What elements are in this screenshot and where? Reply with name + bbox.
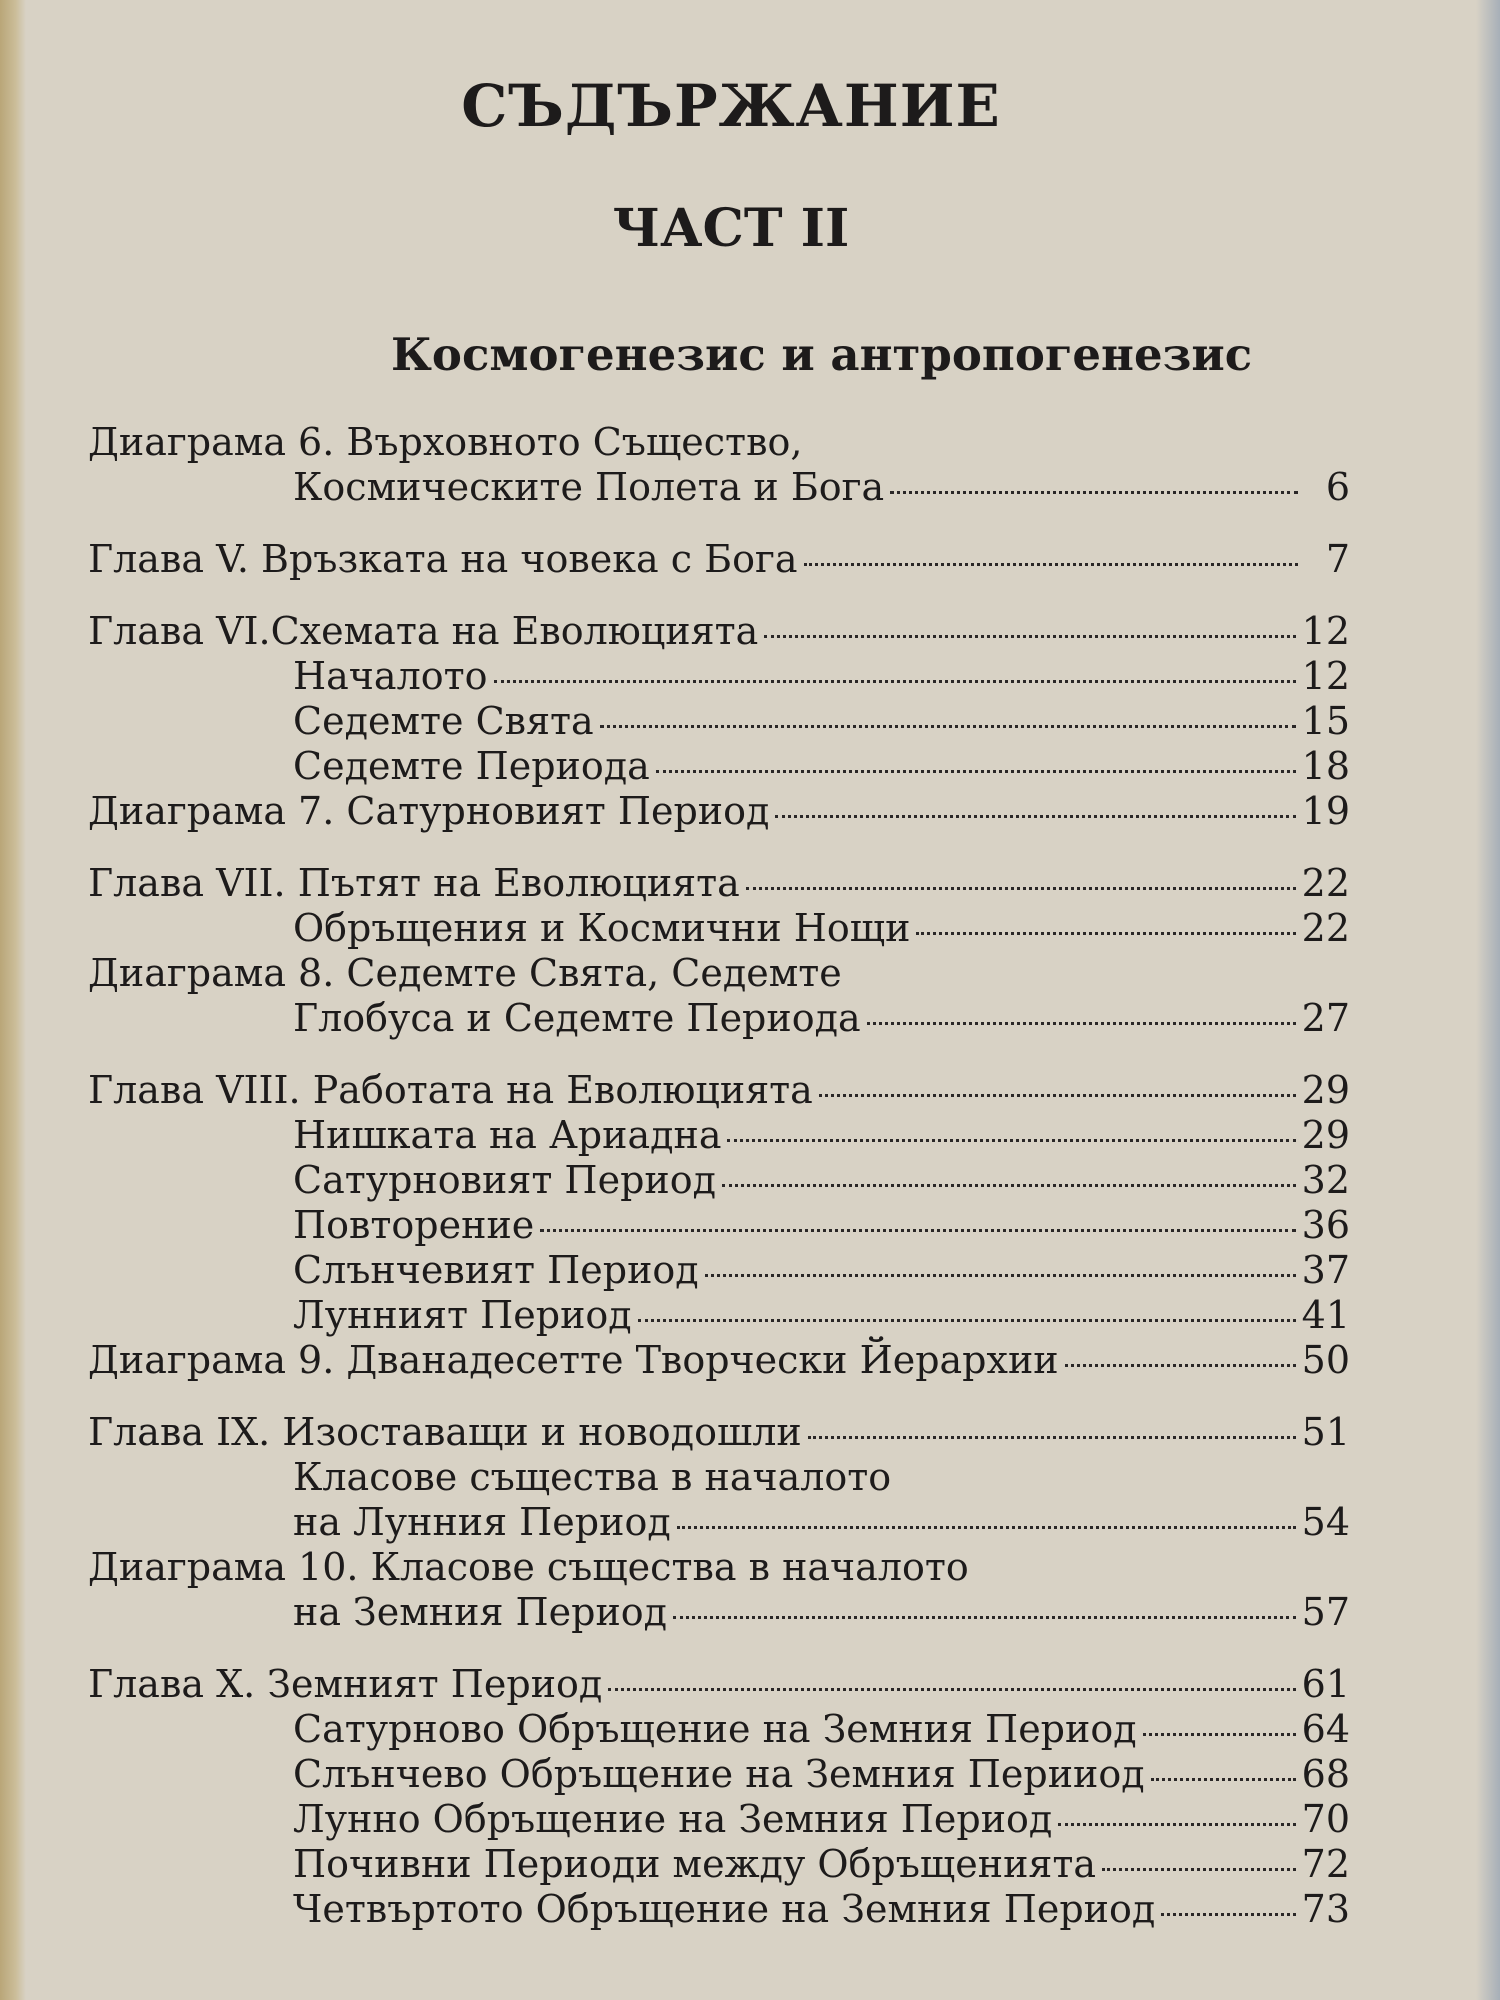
dot-leader <box>1102 1868 1296 1871</box>
dot-leader <box>1058 1823 1295 1826</box>
book-spine-edge <box>0 0 26 2000</box>
part-heading: ЧАСТ II <box>612 198 850 259</box>
toc-page-number: 50 <box>1301 1338 1350 1382</box>
toc-entry-title: на Лунния Период <box>293 1500 671 1544</box>
toc-page-number: 22 <box>1301 861 1350 905</box>
dot-leader <box>890 491 1298 494</box>
dot-leader <box>746 887 1296 890</box>
toc-entry <box>88 951 1350 996</box>
toc-entry <box>88 1113 1350 1158</box>
toc-entry-title: Нишката на Ариадна <box>293 1113 722 1157</box>
table-of-contents <box>88 420 1350 1932</box>
toc-entry <box>88 1158 1350 1203</box>
dot-leader <box>1151 1778 1296 1781</box>
toc-entry <box>88 789 1350 834</box>
dot-leader <box>705 1274 1296 1277</box>
dot-leader <box>540 1229 1295 1232</box>
toc-page-number: 36 <box>1301 1203 1350 1247</box>
toc-page-number: 22 <box>1301 906 1350 950</box>
toc-entry <box>88 1842 1350 1887</box>
toc-entry <box>88 654 1350 699</box>
toc-entry-title: Глава VIII. Работата на Еволюцията <box>88 1068 813 1112</box>
toc-page-number: 68 <box>1301 1752 1350 1796</box>
toc-entry-title: Космическите Полета и Бога <box>293 465 885 509</box>
toc-entry-title: Диаграма 10. Класове същества в началото <box>88 1545 969 1589</box>
toc-page-number: 27 <box>1301 996 1350 1040</box>
toc-entry <box>88 1203 1350 1248</box>
dot-leader <box>600 725 1296 728</box>
dot-leader <box>1161 1913 1295 1916</box>
toc-entry-title: Класове същества в началото <box>293 1455 892 1499</box>
book-page <box>26 0 1476 2000</box>
dot-leader <box>1065 1364 1296 1367</box>
toc-entry-title: Обръщения и Космични Нощи <box>293 906 911 950</box>
dot-leader <box>656 770 1296 773</box>
toc-entry <box>88 1500 1350 1545</box>
dot-leader <box>916 932 1295 935</box>
toc-page-number: 7 <box>1325 537 1350 581</box>
toc-entry-title: Глобуса и Седемте Периода <box>293 996 861 1040</box>
dot-leader <box>722 1184 1296 1187</box>
toc-page-number: 32 <box>1301 1158 1350 1202</box>
toc-page-number: 15 <box>1301 699 1350 743</box>
toc-entry <box>88 420 1350 465</box>
toc-page-number: 6 <box>1325 465 1350 509</box>
toc-page-number: 29 <box>1301 1113 1350 1157</box>
toc-entry-title: Слънчевият Период <box>293 1248 699 1292</box>
toc-entry-title: Диаграма 6. Върховното Същество, <box>88 420 803 464</box>
toc-page-number: 37 <box>1301 1248 1350 1292</box>
toc-entry-title: Глава VII. Пътят на Еволюцията <box>88 861 740 905</box>
dot-leader <box>819 1094 1296 1097</box>
toc-page-number: 12 <box>1301 654 1350 698</box>
toc-entry-title: Седемте Свята <box>293 699 594 743</box>
part-subtitle: Космогенезис и антропогенезис <box>391 328 1253 381</box>
toc-page-number: 51 <box>1301 1410 1350 1454</box>
toc-entry <box>88 906 1350 951</box>
toc-entry <box>88 1410 1350 1455</box>
toc-entry-title: Диаграма 8. Седемте Свята, Седемте <box>88 951 842 995</box>
toc-page-number: 64 <box>1301 1707 1350 1751</box>
toc-entry-title: Сатурновият Период <box>293 1158 716 1202</box>
dot-leader <box>867 1022 1296 1025</box>
toc-entry <box>88 1248 1350 1293</box>
toc-entry-title: Сатурново Обръщение на Земния Период <box>293 1707 1137 1751</box>
toc-entry-title: Глава X. Земният Период <box>88 1662 603 1706</box>
dot-leader <box>727 1139 1295 1142</box>
toc-entry <box>88 1293 1350 1338</box>
dot-leader <box>608 1688 1295 1691</box>
toc-entry <box>88 861 1350 906</box>
toc-entry <box>88 1752 1350 1797</box>
toc-entry-title: Лунно Обръщение на Земния Период <box>293 1797 1053 1841</box>
dot-leader <box>764 635 1295 638</box>
toc-entry <box>88 744 1350 789</box>
dot-leader <box>775 815 1295 818</box>
toc-entry-title: Началото <box>293 654 488 698</box>
toc-page-number: 61 <box>1301 1662 1350 1706</box>
dot-leader <box>673 1616 1296 1619</box>
toc-page-number: 41 <box>1301 1293 1350 1337</box>
toc-entry <box>88 699 1350 744</box>
toc-entry-title: Диаграма 9. Дванадесетте Творчески Йерархии <box>88 1338 1059 1382</box>
toc-page-number: 12 <box>1301 609 1350 653</box>
toc-entry-title: Глава V. Връзката на човека с Бога <box>88 537 798 581</box>
toc-entry <box>88 1887 1350 1932</box>
toc-entry <box>88 996 1350 1041</box>
toc-entry <box>88 465 1350 510</box>
facing-page-edge <box>1476 0 1500 2000</box>
toc-entry-title: на Земния Период <box>293 1590 668 1634</box>
toc-page-number: 73 <box>1301 1887 1350 1931</box>
toc-entry-title: Четвъртото Обръщение на Земния Период <box>293 1887 1156 1931</box>
dot-leader <box>1143 1733 1296 1736</box>
toc-page-number: 72 <box>1301 1842 1350 1886</box>
toc-entry-title: Глава IX. Изоставащи и новодошли <box>88 1410 802 1454</box>
toc-entry <box>88 1797 1350 1842</box>
toc-entry <box>88 1338 1350 1383</box>
toc-page-number: 70 <box>1301 1797 1350 1841</box>
toc-entry-title: Почивни Периоди между Обръщенията <box>293 1842 1097 1886</box>
toc-entry-title: Повторение <box>293 1203 535 1247</box>
toc-entry-title: Глава VI.Схемата на Еволюцията <box>88 609 759 653</box>
toc-page-number: 18 <box>1301 744 1350 788</box>
toc-entry <box>88 537 1350 582</box>
toc-page-number: 57 <box>1301 1590 1350 1634</box>
toc-page-number: 19 <box>1301 789 1350 833</box>
toc-entry <box>88 1455 1350 1500</box>
dot-leader <box>677 1526 1296 1529</box>
toc-entry-title: Лунният Период <box>293 1293 632 1337</box>
dot-leader <box>804 563 1298 566</box>
toc-entry <box>88 1662 1350 1707</box>
toc-entry <box>88 1068 1350 1113</box>
toc-entry-title: Слънчево Обръщение на Земния Перииод <box>293 1752 1145 1796</box>
toc-entry-title: Диаграма 7. Сатурновият Период <box>88 789 770 833</box>
dot-leader <box>808 1436 1296 1439</box>
toc-entry <box>88 609 1350 654</box>
toc-page-number: 54 <box>1301 1500 1350 1544</box>
toc-page-number: 29 <box>1301 1068 1350 1112</box>
toc-entry <box>88 1590 1350 1635</box>
dot-leader <box>494 680 1296 683</box>
toc-entry-title: Седемте Периода <box>293 744 650 788</box>
page-title: СЪДЪРЖАНИЕ <box>461 72 1001 140</box>
toc-entry <box>88 1707 1350 1752</box>
toc-entry <box>88 1545 1350 1590</box>
dot-leader <box>638 1319 1296 1322</box>
